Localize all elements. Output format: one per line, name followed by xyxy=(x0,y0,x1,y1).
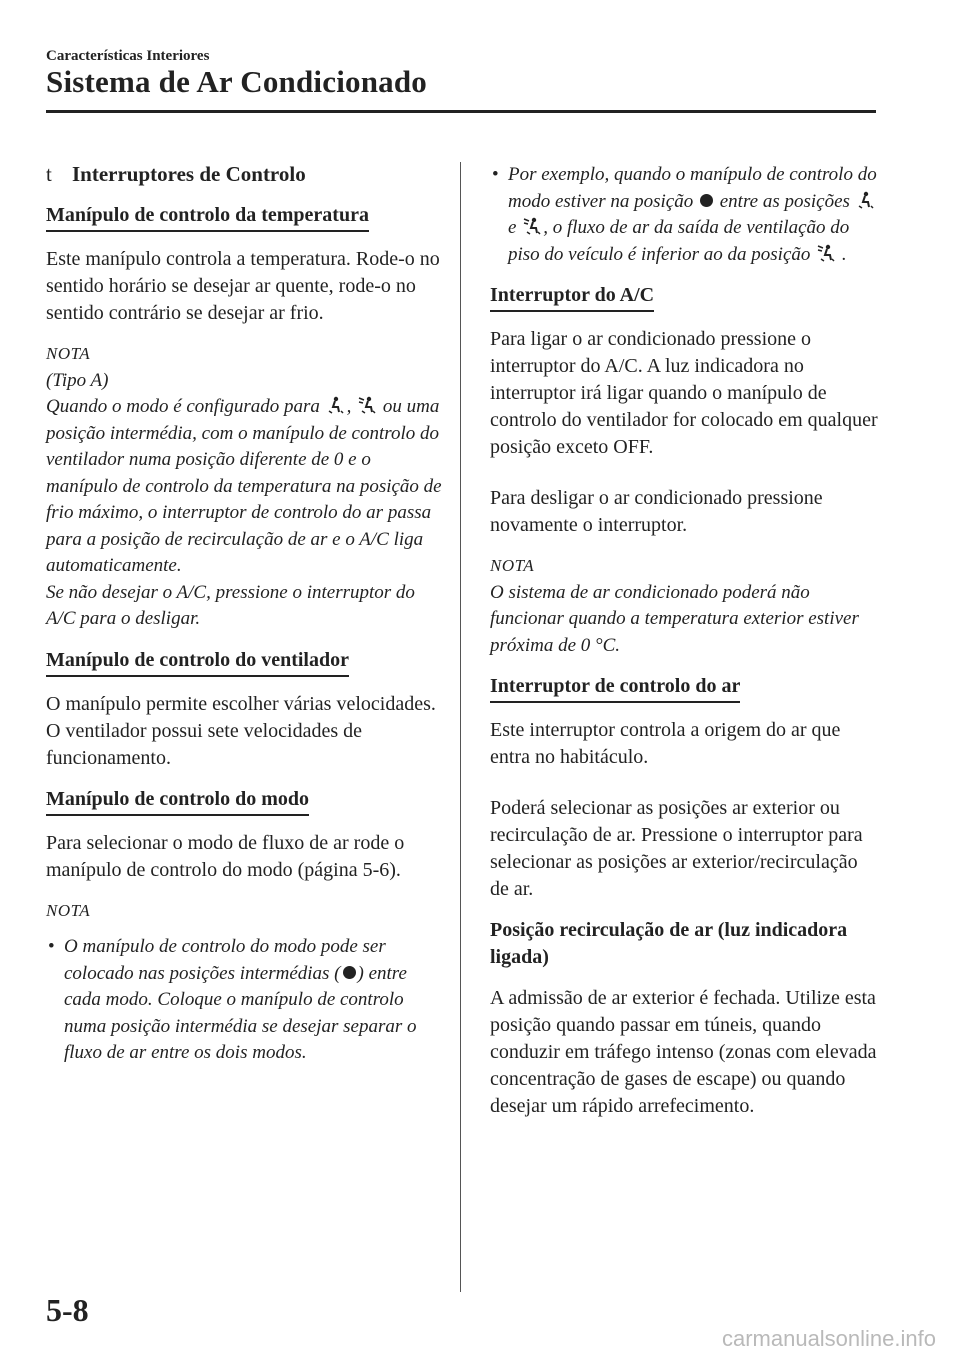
page-number: 5-8 xyxy=(46,1292,89,1328)
note-mode xyxy=(46,898,446,1067)
bullet-dot: • xyxy=(492,164,499,185)
note-text-b: ou uma posição intermédia, com o manípulo de controlo do ventilador numa posição diferente de 0 e o manípulo de controlo da temperatura na posição de frio máximo, o interruptor de controlo do ar passa para a posição de recirculação de ar e o A/C liga automaticamente. xyxy=(46,396,442,576)
left-column xyxy=(46,160,446,1081)
note-label: NOTA xyxy=(46,344,91,363)
ac-heading: Interruptor do A/C xyxy=(490,282,654,312)
example-text-c: e xyxy=(508,217,517,238)
watermark: carmanualsonline.info xyxy=(721,1326,936,1351)
note-text-a: Quando o modo é configurado para xyxy=(46,396,320,417)
note-ac xyxy=(490,553,880,659)
note-mode-text-a: O manípulo de controlo do modo pode ser colocado nas posições intermédias ( xyxy=(64,936,386,984)
note-type-a xyxy=(46,341,446,633)
floor-defrost-vent-icon xyxy=(358,396,376,414)
example-text-b: entre as posições xyxy=(719,190,850,212)
fan-body-2: O ventilador possui sete velocidades de funcionamento. xyxy=(46,719,363,769)
floor-defrost-vent-icon xyxy=(817,244,835,262)
fan-body xyxy=(46,691,446,772)
page-title: Sistema de Ar Condicionado xyxy=(46,64,427,99)
fan-heading: Manípulo de controlo do ventilador xyxy=(46,647,349,677)
recirculation-heading: Posição recirculação de ar (luz indicadora ligada) xyxy=(490,919,848,968)
example-text-e: . xyxy=(841,243,847,265)
intermediate-dot-icon xyxy=(700,194,713,207)
section-label: Características Interiores xyxy=(46,48,210,64)
floor-vent-icon xyxy=(327,396,345,414)
note-text-c: Se não desejar o A/C, pressione o interruptor do A/C para o desligar. xyxy=(46,581,415,629)
mode-body: Para selecionar o modo de fluxo de ar rode o manípulo de controlo do modo (página 5-6). xyxy=(46,831,405,881)
note-ac-text: O sistema de ar condicionado poderá não funcionar quando a temperatura exterior estiver próxima de 0 °C. xyxy=(490,581,859,656)
note-type: (Tipo A) xyxy=(46,369,109,391)
example-text-d: , o fluxo de ar da saída de ventilação do piso do veículo é inferior ao da posição xyxy=(508,217,850,265)
note-label-2: NOTA xyxy=(46,900,91,920)
main-heading xyxy=(46,160,446,188)
note-label-3: NOTA xyxy=(490,556,535,575)
right-column xyxy=(490,160,880,1134)
temperature-body: Este manípulo controla a temperatura. Rode-o no sentido horário se desejar ar quente, rode-o no sentido contrário se desejar ar frio. xyxy=(46,248,440,324)
air-control-body-1: Este interruptor controla a origem do ar que entra no habitáculo. xyxy=(490,719,841,768)
title-rule xyxy=(46,110,876,113)
floor-defrost-vent-icon xyxy=(523,217,541,235)
note-mode-item xyxy=(46,934,446,1067)
bullet-dot: • xyxy=(48,936,55,957)
example-text-a: Por exemplo, quando o manípulo de controlo do modo estiver na posição xyxy=(508,164,877,212)
air-control-heading: Interruptor de controlo do ar xyxy=(490,673,740,703)
heading-bullet-icon: t xyxy=(46,162,52,186)
intermediate-dot-icon xyxy=(343,966,356,979)
mode-heading: Manípulo de controlo do modo xyxy=(46,786,309,816)
column-divider xyxy=(460,162,461,1292)
example-item xyxy=(490,162,880,268)
note-comma: , xyxy=(346,396,352,417)
main-heading-text: Interruptores de Controlo xyxy=(72,162,306,186)
air-control-body-2: Poderá selecionar as posições ar exterior ou recirculação de ar. Pressione o interruptor para selecionar as posições ar exterior/recirculação de ar. xyxy=(490,797,863,900)
temperature-heading: Manípulo de controlo da temperatura xyxy=(46,202,369,232)
fan-body-1: O manípulo permite escolher várias velocidades. xyxy=(46,692,436,715)
recirculation-body: A admissão de ar exterior é fechada. Utilize esta posição quando passar em túneis, quando conduzir em tráfego intenso (zonas com elevada concentração de gases de escape) ou quando desejar um rápido arrefecimento. xyxy=(490,987,877,1117)
ac-body-2: Para desligar o ar condicionado pressione novamente o interruptor. xyxy=(490,487,823,536)
note-mode-text-b: ) entre cada modo. Coloque o manípulo de controlo numa posição intermédia se desejar separar o fluxo de ar entre os dois modos. xyxy=(64,962,417,1063)
floor-vent-icon xyxy=(857,191,875,209)
ac-body-1: Para ligar o ar condicionado pressione o interruptor do A/C. A luz indicadora no interruptor irá ligar quando o manípulo de controlo do ventilador for colocado em qualquer posição exceto OFF. xyxy=(490,328,878,458)
